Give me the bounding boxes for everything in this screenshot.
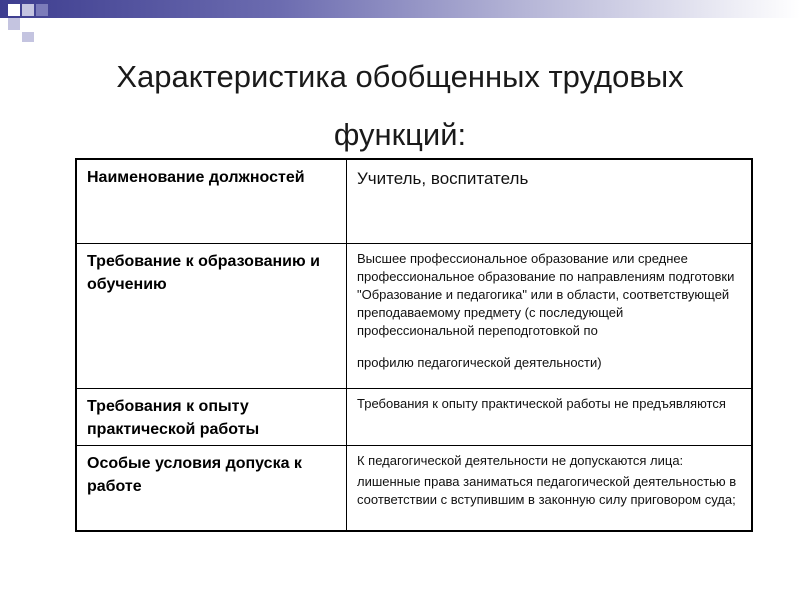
decor-square [8, 4, 20, 16]
job-functions-table [75, 158, 753, 532]
row-value-paragraph: К педагогической деятельности не допускаются лица: [357, 452, 684, 468]
row-value: Требования к опыту практической работы не предъявляются [347, 388, 753, 445]
decor-square [22, 4, 34, 16]
row-label: Требования к опыту практической работы [76, 388, 347, 445]
row-value: Учитель, воспитатель [347, 159, 753, 243]
row-value-paragraph: Высшее профессиональное образование или среднее профессиональное образование по направлениям подготовки "Образование и педагогика" или в области, соответствующей преподаваемому предмету (с последующей профессиональной переподготовкой по [357, 250, 735, 338]
header-gradient-bar [0, 0, 800, 18]
row-value [347, 445, 753, 531]
row-label: Наименование должностей [76, 159, 347, 243]
slide-title-line2: функций: [333, 117, 467, 152]
decor-square [22, 18, 34, 30]
table-row [76, 388, 752, 445]
decor-square [8, 18, 20, 30]
row-value [347, 243, 753, 388]
table-row [76, 243, 752, 388]
slide-title-line1: Характеристика обобщенных трудовых [116, 59, 684, 94]
row-label: Требование к образованию и обучению [76, 243, 347, 388]
decor-square [22, 32, 34, 42]
table-row [76, 445, 752, 531]
slide-title [40, 52, 760, 160]
header-decoration [0, 0, 800, 42]
decor-square [36, 4, 48, 16]
row-value-paragraph: лишенные права заниматься педагогической деятельностью в соответствии с вступившим в законную силу приговором суда; [357, 473, 737, 507]
row-value-paragraph: профилю педагогической деятельности) [357, 354, 602, 370]
row-label: Особые условия допуска к работе [76, 445, 347, 531]
table-row [76, 159, 752, 243]
